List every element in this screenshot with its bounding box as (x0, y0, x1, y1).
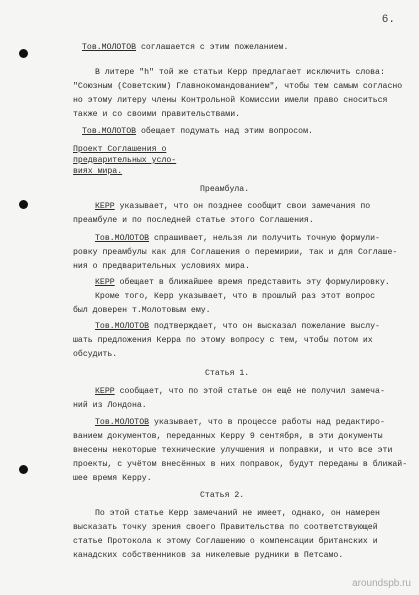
section-heading: виях мира. (73, 167, 123, 176)
paragraph-text: спрашивает, нельзя ли получить точную формули- (149, 234, 380, 243)
speaker-name: Тов.МОЛОТОВ (82, 43, 137, 52)
paragraph-molotov-promises (82, 127, 419, 137)
paragraph-line: шее время Керру. (73, 474, 152, 483)
paragraph-line: канадских собственников за никелевые рудники в Петсамо. (73, 551, 344, 560)
preamble-title: Преамбула. (200, 185, 250, 194)
paragraph-line: высказать точку зрения своего Правительства по соответствующей (73, 523, 378, 532)
paragraph-line: внесены некоторые технические улучшения и поправки, и что все эти (73, 446, 393, 455)
paragraph-line: проекты, с учётом внесённых в них поправок, будут переданы в ближай- (73, 460, 408, 469)
section-heading: Проект Соглашения о (73, 145, 167, 154)
paragraph-line: ровку преамбулы как для Соглашения о перемирии, так и для Соглаше- (73, 248, 398, 257)
paragraph-molotov-confirms (95, 322, 419, 332)
paragraph-kerr-promises (95, 278, 419, 288)
paragraph-line: обсудить. (73, 350, 118, 359)
speaker-name: Тов.МОЛОТОВ (82, 127, 137, 136)
paragraph-molotov-indicates (95, 418, 419, 428)
paragraph-text: указывает, что он позднее сообщит свои замечания по (114, 202, 371, 211)
paragraph-text: указывает, что в процессе работы над редактиро- (149, 418, 385, 427)
paragraph-text: подтверждает, что он высказал пожелание выслу- (149, 322, 380, 331)
paragraph-line: ний из Лондона. (73, 401, 147, 410)
paragraph-line: По этой статье Керр замечаний не имеет, однако, он намерен (95, 509, 380, 518)
speaker-name: Тов.МОЛОТОВ (95, 234, 150, 243)
paragraph-line: Кроме того, Керр указывает, что в прошлый раз этот вопрос (95, 292, 376, 301)
speaker-name: Тов.МОЛОТОВ (95, 418, 150, 427)
speaker-name: КЕРР (95, 387, 115, 396)
paragraph-text: обещает подумать над этим вопросом. (136, 127, 313, 136)
article-1-title: Статья 1. (205, 369, 250, 378)
paragraph-molotov-asks (95, 234, 419, 244)
paragraph-line: преамбуле и по последней статье этого Соглашения. (73, 216, 314, 225)
paragraph-line: "Союзным (Советским) Главнокомандованием", чтобы тем самым согласно (73, 82, 403, 91)
paragraph-line: также и со своими правительствами. (73, 110, 241, 119)
paragraph-line: статье Протокола к этому Соглашению о компенсации британских и (73, 537, 378, 546)
paragraph-line: В литере "h" той же статьи Керр предлагает исключить слова: (95, 68, 385, 77)
paragraph-text: обещает в ближайшее время представить эту формулировку. (114, 278, 390, 287)
page-number: 6. (381, 14, 395, 26)
paragraph-kerr-comments (95, 202, 419, 212)
speaker-name: КЕРР (95, 278, 115, 287)
article-2-title: Статья 2. (200, 491, 245, 500)
paragraph-line: но этому литеру члены Контрольной Комиссии имели право сноситься (73, 96, 388, 105)
section-heading: предварительных усло- (73, 156, 177, 165)
binding-hole (19, 49, 28, 58)
paragraph-text: сообщает, что по этой статье он ещё не получил замеча- (114, 387, 385, 396)
paragraph-line: ванием документов, переданных Керру 9 сентября, в эти документы (73, 432, 383, 441)
paragraph-line: был доверен т.Молотовым ему. (73, 306, 211, 315)
paragraph-line: ния о предварительных условиях мира. (73, 262, 250, 271)
paragraph-molotov-agrees (82, 43, 419, 53)
paragraph-text: соглашается с этим пожеланием. (136, 43, 289, 52)
watermark: aroundspb.ru (352, 578, 411, 589)
paragraph-line: шать предложения Керра по этому вопросу с тем, чтобы потом их (73, 336, 373, 345)
speaker-name: Тов.МОЛОТОВ (95, 322, 150, 331)
paragraph-kerr-reports (95, 387, 419, 397)
binding-hole (19, 465, 28, 474)
speaker-name: КЕРР (95, 202, 115, 211)
binding-hole (19, 200, 28, 209)
